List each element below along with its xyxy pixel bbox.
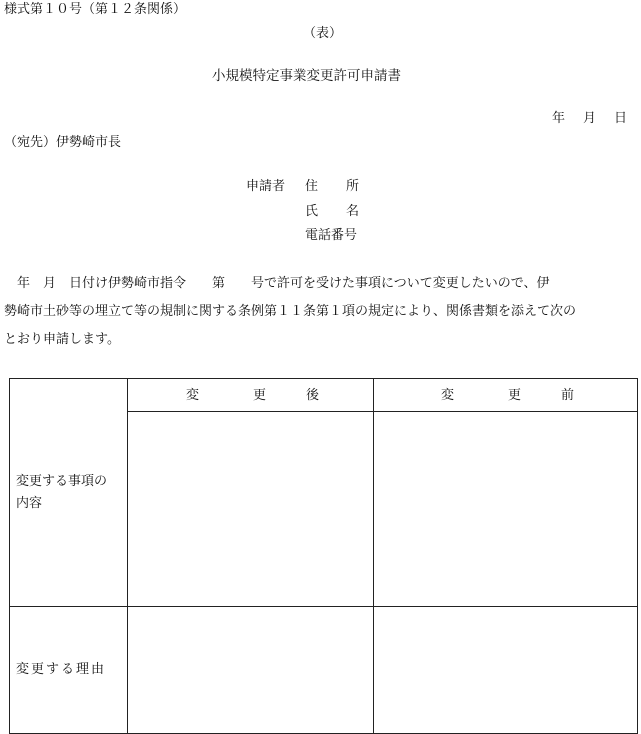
side-label: （表） [303,26,343,41]
row-label-change-content [16,471,107,515]
body-line-3: とおり申請します。 [4,332,120,347]
header-after-change [186,389,319,402]
applicant-label: 申請者 [246,179,286,194]
row-label-change-content-line-1: 変更する事項の [16,474,108,489]
name-label [305,205,359,218]
date-line [552,112,627,125]
header-before-char-3: 前 [561,388,575,403]
name-label-char-2: 名 [346,204,360,219]
header-before-char-2: 更 [508,388,522,403]
date-day: 日 [614,111,628,126]
header-after-char-3: 後 [306,388,320,403]
phone-label: 電話番号 [305,228,358,243]
name-label-char-1: 氏 [305,204,319,219]
form-number: 様式第１０号（第１２条関係） [4,2,187,17]
body-line-2: 勢崎市土砂等の埋立て等の規制に関する条例第１１条第１項の規定により、関係書類を添えて次の [4,304,577,319]
row-label-change-content-line-2: 内容 [16,496,43,511]
date-month: 月 [583,111,597,126]
after-change-content-cell[interactable] [128,412,373,606]
address-label-char-2: 所 [346,179,360,194]
row-label-change-reason: 変更する理由 [16,662,107,677]
address-label [305,180,359,193]
before-change-content-cell[interactable] [374,412,637,606]
header-after-char-2: 更 [253,388,267,403]
address-label-char-1: 住 [305,179,319,194]
date-year: 年 [552,111,566,126]
body-line-1: 年 月 日付け伊勢崎市指令 第 号で許可を受けた事項について変更したいので、伊 [4,276,550,291]
document-title: 小規模特定事業変更許可申請書 [212,68,401,84]
application-body-text [4,270,640,354]
addressee: （宛先）伊勢崎市長 [4,135,122,150]
change-details-table [9,378,638,734]
header-before-change [441,389,574,402]
after-change-reason-cell[interactable] [128,607,373,733]
header-after-char-1: 変 [186,388,200,403]
before-change-reason-cell[interactable] [374,607,637,733]
header-before-char-1: 変 [441,388,455,403]
